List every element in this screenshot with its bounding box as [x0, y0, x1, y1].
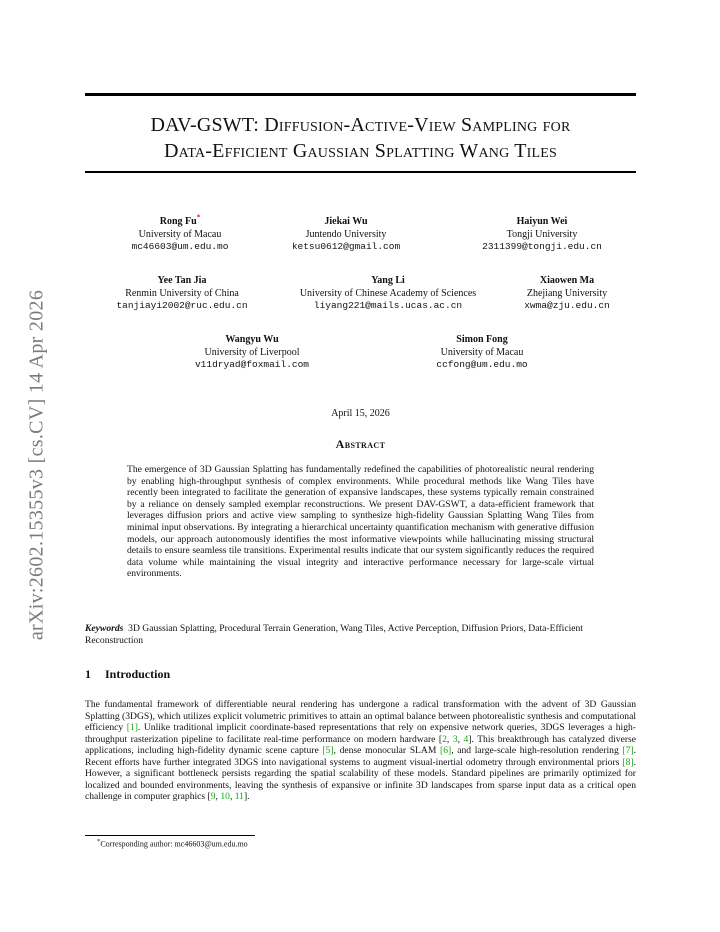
author-name: Haiyun Wei — [516, 216, 568, 227]
paper-date: April 15, 2026 — [331, 408, 390, 419]
title-top-rule — [85, 93, 636, 96]
intro-text-segment: . Recent efforts have further integrated 3DGS into navigational systems to augment visual-inertial odometry through environmental priors — [85, 745, 636, 768]
intro-text-segment: , — [229, 791, 235, 803]
citation-link[interactable]: [5] — [322, 745, 334, 757]
title-line-1: DAV-GSWT: Diffusion-Active-View Sampling for — [150, 114, 571, 136]
keywords-list: 3D Gaussian Splatting, Procedural Terrain Generation, Wang Tiles, Active Perception, Diffusion Priors, Data-Efficient Reconstruction — [85, 623, 583, 646]
author-name: Yang Li — [371, 275, 405, 286]
section-number: 1 — [85, 667, 91, 681]
author-affiliation: Zhejiang University — [526, 287, 608, 299]
abstract-text: The emergence of 3D Gaussian Splatting has fundamentally redefined the capabilities of photorealistic neural rendering by enabling high-throughput synthesis of complex environments. While procedural methods like Wang Tiles have recently been integrated to facilitate the generation of expansive landscapes, these systems typically remain constrained by a reliance on densely sampled exemplar reconstructions. We present DAV-GSWT, a data-efficient framework that leverages diffusion priors and active view sampling to synthesize high-fidelity Gaussian Splatting Wang Tiles from minimal input observations. By integrating a hierarchical uncertainty quantification mechanism with generative diffusion models, our approach autonomously identifies the most informative viewpoints while hallucinating missing structural details to ensure seamless tile transitions. Experimental results indicate that our system significantly reduces the required data volume while maintaining the visual integrity and interactive performance necessary for large-scale virtual environments. — [127, 464, 594, 580]
author-affiliation: University of Macau — [138, 228, 222, 240]
corresponding-mark: * — [196, 213, 201, 222]
introduction-paragraph — [85, 699, 636, 803]
citation-link[interactable]: 9 — [210, 791, 216, 803]
author-affiliation: Tongji University — [506, 228, 578, 240]
author-affiliation: Renmin University of China — [125, 287, 239, 299]
author-name: Wangyu Wu — [225, 334, 279, 345]
author-affiliation: Juntendo University — [305, 228, 387, 240]
citation-link[interactable]: 10 — [220, 791, 230, 803]
author-block — [442, 216, 642, 254]
citation-link[interactable]: 4 — [463, 733, 469, 745]
author-name: Xiaowen Ma — [539, 275, 595, 286]
intro-text-segment: The fundamental framework of differentiable neural rendering has undergone a radical transformation with the advent of 3D Gaussian Splatting (3DGS), which utilizes explicit volumetric primitives to attain an optimal balance between photorealistic synthesis and computational efficiency — [85, 699, 636, 734]
intro-text-segment: , and large-scale high-resolution rendering — [451, 745, 623, 757]
paper-title — [85, 112, 636, 164]
author-affiliation: University of Chinese Academy of Sciences — [299, 287, 477, 299]
author-email[interactable]: 2311399@tongji.edu.cn — [482, 241, 602, 252]
intro-text-segment: , — [446, 733, 453, 745]
abstract-heading: Abstract — [335, 437, 386, 451]
citation-link[interactable]: [1] — [126, 722, 138, 734]
intro-text-segment: ]. — [243, 791, 250, 803]
author-affiliation: University of Macau — [440, 346, 524, 358]
arxiv-sidebar-id: arXiv:2602.15355v3 [cs.CV] 14 Apr 2026 — [25, 289, 48, 641]
citation-link[interactable]: [8] — [622, 756, 634, 768]
citation-link[interactable]: 3 — [452, 733, 458, 745]
author-block — [500, 275, 634, 313]
intro-text-segment: , — [215, 791, 221, 803]
section-title: Introduction — [105, 667, 171, 681]
author-email[interactable]: mc46603@um.edu.mo — [131, 241, 229, 252]
title-line-2: Data-Efficient Gaussian Splatting Wang Tiles — [163, 140, 558, 162]
author-email[interactable]: v11dryad@foxmail.com — [194, 359, 310, 370]
citation-link[interactable]: 2 — [442, 733, 447, 745]
author-block — [278, 275, 498, 313]
footnote-text: Corresponding author: mc46603@um.edu.mo — [100, 839, 248, 849]
section-heading — [85, 667, 170, 682]
intro-text-segment: , dense monocular SLAM — [333, 745, 441, 757]
author-email[interactable]: tanjiayi2002@ruc.edu.cn — [116, 300, 248, 311]
intro-text-segment: . However, a significant bottleneck persists regarding the spatial scalability of these models. Standard pipelines are primarily optimized for localized and bounded environments, leaving the synthesis of expansive or infinite 3D landscapes from sparse input data as a critical open challenge in computer graphics [ — [85, 756, 636, 803]
author-block — [402, 334, 562, 372]
footnote-rule — [85, 835, 255, 836]
author-email[interactable]: ketsu0612@gmail.com — [291, 241, 401, 252]
citation-link[interactable]: 11 — [234, 791, 244, 803]
author-block — [266, 216, 426, 254]
author-name: Yee Tan Jia — [157, 275, 207, 286]
author-block — [92, 275, 272, 313]
title-bottom-rule — [85, 171, 636, 173]
author-email[interactable]: liyang221@mails.ucas.ac.cn — [313, 300, 463, 311]
author-affiliation: University of Liverpool — [204, 346, 300, 358]
keywords — [85, 623, 636, 646]
author-block — [100, 213, 260, 254]
footnote — [97, 838, 248, 849]
author-block — [172, 334, 332, 372]
author-email[interactable]: xwma@zju.edu.cn — [524, 300, 610, 311]
footnote-mark: * — [97, 838, 101, 845]
intro-text-segment: . Unlike traditional implicit coordinate-based representations that rely on expensive network queries, 3DGS leverages a high-throughput rasterization pipeline to facilitate real-time performance on modern hardware [ — [85, 722, 637, 745]
intro-text-segment: ]. This breakthrough has catalyzed diverse applications, including high-fidelity dynamic scene capture — [85, 733, 637, 757]
author-name: Jiekai Wu — [324, 216, 368, 227]
intro-text-segment: , — [457, 733, 464, 745]
author-name: Simon Fong — [456, 334, 508, 345]
citation-link[interactable]: [7] — [622, 745, 634, 757]
citation-link[interactable]: [6] — [440, 745, 452, 757]
keywords-label: Keywords — [85, 623, 124, 634]
author-email[interactable]: ccfong@um.edu.mo — [436, 359, 528, 370]
author-name: Rong Fu* — [159, 213, 201, 227]
